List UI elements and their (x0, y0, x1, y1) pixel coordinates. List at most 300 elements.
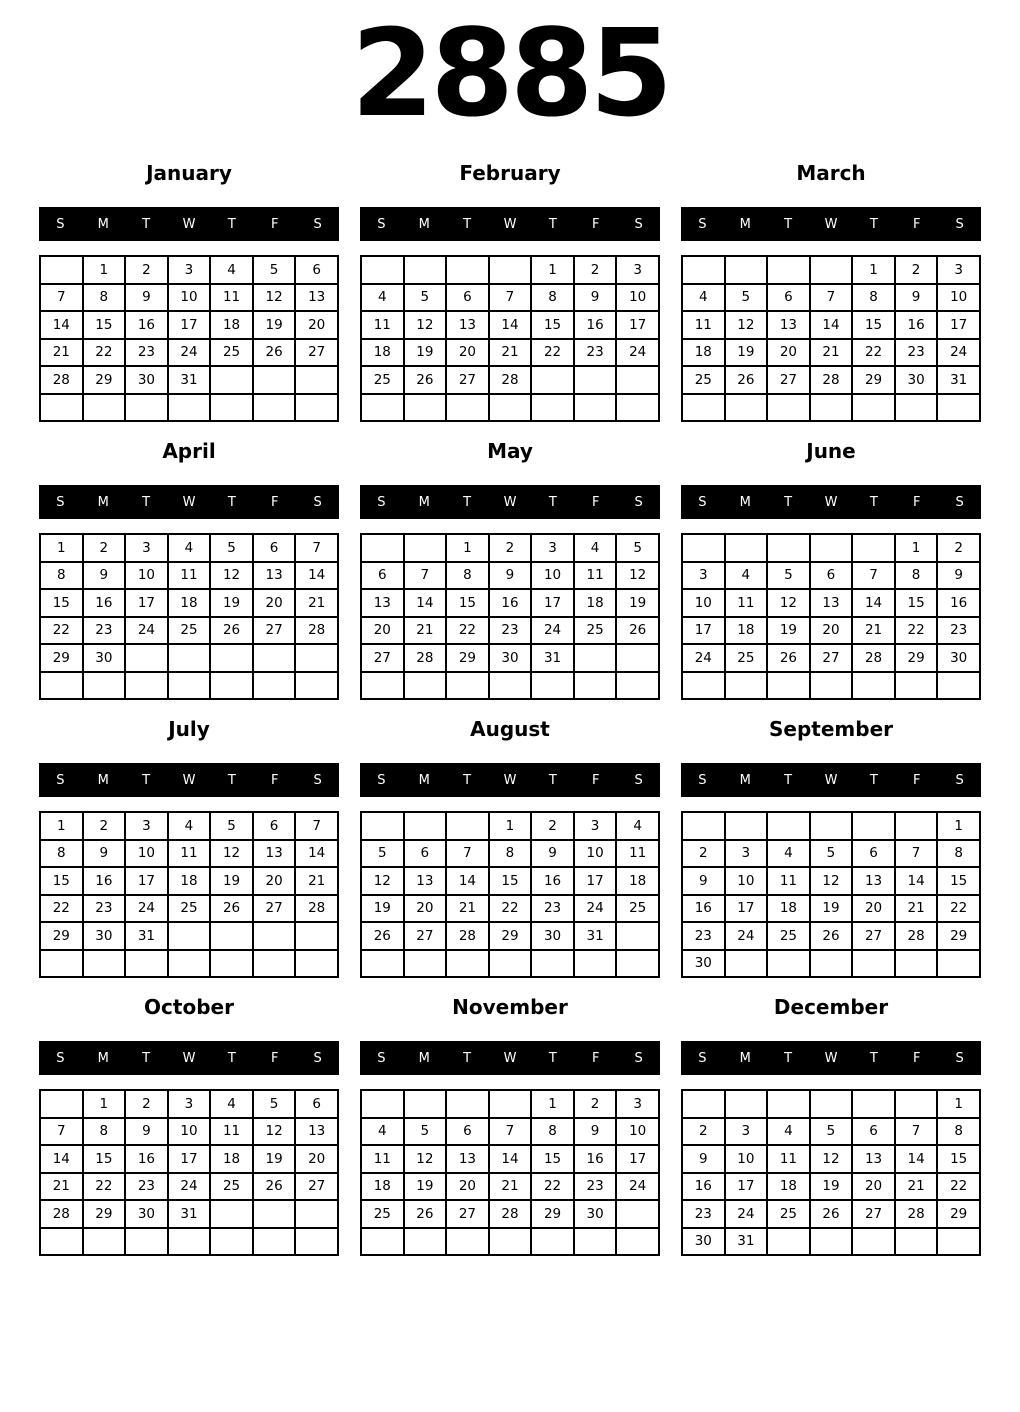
month-title: January (146, 161, 232, 185)
day-cell: 21 (895, 895, 938, 923)
day-cell: 2 (83, 534, 126, 562)
day-grid (39, 255, 339, 422)
day-cell: 14 (295, 562, 338, 590)
day-cell: 18 (616, 867, 659, 895)
day-cell: 27 (361, 644, 404, 672)
day-cell: 7 (810, 284, 853, 312)
week-row (361, 1118, 659, 1146)
empty-day-cell (210, 644, 253, 672)
day-cell: 21 (489, 339, 532, 367)
day-cell: 22 (40, 617, 83, 645)
empty-day-cell (810, 394, 853, 422)
day-cell: 14 (446, 867, 489, 895)
empty-day-cell (489, 950, 532, 978)
month-february (360, 150, 660, 428)
day-grid (360, 255, 660, 422)
month-august (360, 706, 660, 984)
day-cell: 9 (531, 840, 574, 868)
day-cell: 19 (810, 1173, 853, 1201)
week-row (361, 895, 659, 923)
day-cell: 21 (295, 867, 338, 895)
weekday-header-cell: S (955, 772, 964, 788)
empty-day-cell (40, 394, 83, 422)
weekday-header-cell: S (955, 1050, 964, 1066)
day-cell: 4 (767, 840, 810, 868)
week-row (361, 1200, 659, 1228)
empty-day-cell (446, 812, 489, 840)
weekday-header-cell: S (377, 772, 386, 788)
day-cell: 22 (895, 617, 938, 645)
day-cell: 28 (810, 366, 853, 394)
week-row (40, 311, 338, 339)
empty-day-cell (168, 1228, 211, 1256)
day-cell: 9 (125, 1118, 168, 1146)
day-cell: 10 (574, 840, 617, 868)
day-cell: 31 (937, 366, 980, 394)
day-cell: 15 (531, 1145, 574, 1173)
day-cell: 30 (682, 1228, 725, 1256)
empty-day-cell (937, 950, 980, 978)
day-cell: 15 (83, 311, 126, 339)
month-title: June (806, 439, 856, 463)
day-cell: 20 (361, 617, 404, 645)
weekday-header-cell: T (227, 494, 236, 510)
week-row (682, 1200, 980, 1228)
day-cell: 28 (446, 922, 489, 950)
empty-day-cell (404, 256, 447, 284)
week-row (682, 589, 980, 617)
day-cell: 16 (83, 867, 126, 895)
day-cell: 8 (40, 562, 83, 590)
day-cell: 16 (531, 867, 574, 895)
day-cell: 18 (361, 1173, 404, 1201)
day-cell: 19 (361, 895, 404, 923)
day-cell: 8 (852, 284, 895, 312)
month-title: December (773, 995, 889, 1019)
weekday-header-cell: W (182, 494, 196, 510)
week-row (361, 256, 659, 284)
weekday-header-bar (39, 485, 339, 519)
weekday-header-cell: T (142, 494, 151, 510)
day-cell: 25 (168, 617, 211, 645)
day-grid (39, 533, 339, 700)
day-cell: 14 (40, 1145, 83, 1173)
day-cell: 30 (895, 366, 938, 394)
day-cell: 30 (682, 950, 725, 978)
day-cell: 3 (574, 812, 617, 840)
day-cell: 25 (725, 644, 768, 672)
day-cell: 26 (404, 1200, 447, 1228)
day-cell: 15 (40, 867, 83, 895)
weekday-header-cell: T (869, 1050, 878, 1066)
week-row (361, 589, 659, 617)
empty-day-cell (404, 950, 447, 978)
day-cell: 20 (404, 895, 447, 923)
day-cell: 14 (489, 1145, 532, 1173)
day-cell: 30 (83, 644, 126, 672)
day-grid (681, 255, 981, 422)
weekday-header-bar (681, 485, 981, 519)
empty-day-cell (446, 672, 489, 700)
day-cell: 3 (531, 534, 574, 562)
empty-day-cell (852, 534, 895, 562)
empty-day-cell (40, 950, 83, 978)
day-cell: 10 (937, 284, 980, 312)
day-cell: 6 (295, 256, 338, 284)
empty-day-cell (40, 1228, 83, 1256)
weekday-header-cell: S (56, 494, 65, 510)
day-cell: 21 (446, 895, 489, 923)
weekday-header-cell: T (869, 772, 878, 788)
day-cell: 8 (489, 840, 532, 868)
day-cell: 13 (446, 311, 489, 339)
day-cell: 16 (83, 589, 126, 617)
day-cell: 12 (725, 311, 768, 339)
day-cell: 30 (125, 366, 168, 394)
day-cell: 24 (574, 895, 617, 923)
day-cell: 21 (852, 617, 895, 645)
day-cell: 16 (682, 895, 725, 923)
month-june (681, 428, 981, 706)
empty-day-cell (810, 950, 853, 978)
day-cell: 9 (83, 562, 126, 590)
empty-day-cell (489, 1090, 532, 1118)
weekday-header-cell: T (463, 772, 472, 788)
empty-day-cell (404, 394, 447, 422)
day-cell: 23 (574, 339, 617, 367)
day-cell: 8 (83, 1118, 126, 1146)
day-grid (681, 533, 981, 700)
day-cell: 28 (895, 1200, 938, 1228)
day-cell: 13 (810, 589, 853, 617)
weekday-header-cell: M (97, 1050, 109, 1066)
day-cell: 23 (83, 895, 126, 923)
day-cell: 25 (767, 1200, 810, 1228)
day-cell: 27 (446, 1200, 489, 1228)
day-cell: 15 (895, 589, 938, 617)
day-cell: 31 (725, 1228, 768, 1256)
weekday-header-cell: S (377, 1050, 386, 1066)
day-cell: 7 (404, 562, 447, 590)
empty-day-cell (895, 812, 938, 840)
day-cell: 27 (852, 922, 895, 950)
day-cell: 5 (404, 1118, 447, 1146)
empty-day-cell (404, 1090, 447, 1118)
empty-day-cell (531, 950, 574, 978)
weekday-header-cell: T (784, 772, 793, 788)
empty-day-cell (168, 950, 211, 978)
weekday-header-bar (39, 1041, 339, 1075)
day-cell: 3 (725, 1118, 768, 1146)
empty-day-cell (446, 1228, 489, 1256)
day-grid (39, 1089, 339, 1256)
day-cell: 27 (295, 339, 338, 367)
day-cell: 13 (361, 589, 404, 617)
empty-day-cell (725, 812, 768, 840)
day-cell: 11 (210, 284, 253, 312)
day-cell: 7 (852, 562, 895, 590)
empty-day-cell (295, 950, 338, 978)
empty-day-cell (852, 394, 895, 422)
day-cell: 14 (40, 311, 83, 339)
day-cell: 22 (531, 339, 574, 367)
day-grid (360, 1089, 660, 1256)
week-row (682, 284, 980, 312)
empty-day-cell (125, 950, 168, 978)
empty-day-cell (125, 1228, 168, 1256)
empty-day-cell (295, 394, 338, 422)
empty-day-cell (725, 1090, 768, 1118)
day-cell: 30 (125, 1200, 168, 1228)
week-row (361, 617, 659, 645)
empty-day-cell (210, 366, 253, 394)
week-row (682, 812, 980, 840)
empty-day-cell (168, 922, 211, 950)
day-cell: 5 (253, 1090, 296, 1118)
day-cell: 25 (767, 922, 810, 950)
day-cell: 27 (404, 922, 447, 950)
day-cell: 22 (446, 617, 489, 645)
day-cell: 20 (852, 1173, 895, 1201)
day-cell: 29 (937, 922, 980, 950)
weekday-header-cell: W (182, 772, 196, 788)
day-cell: 6 (404, 840, 447, 868)
empty-day-cell (616, 644, 659, 672)
day-cell: 2 (895, 256, 938, 284)
empty-day-cell (83, 394, 126, 422)
day-cell: 23 (83, 617, 126, 645)
weekday-header-cell: S (634, 216, 643, 232)
day-cell: 26 (361, 922, 404, 950)
day-cell: 11 (361, 311, 404, 339)
weekday-header-cell: F (912, 216, 921, 232)
weekday-header-bar (360, 485, 660, 519)
day-cell: 18 (767, 895, 810, 923)
empty-day-cell (725, 672, 768, 700)
weekday-header-bar (360, 207, 660, 241)
empty-day-cell (531, 394, 574, 422)
empty-day-cell (616, 366, 659, 394)
week-row (361, 366, 659, 394)
empty-day-cell (168, 672, 211, 700)
day-cell: 19 (767, 617, 810, 645)
day-cell: 21 (40, 339, 83, 367)
week-row (361, 672, 659, 700)
day-cell: 20 (852, 895, 895, 923)
week-row (361, 1090, 659, 1118)
week-row (682, 394, 980, 422)
empty-day-cell (446, 256, 489, 284)
day-cell: 23 (682, 922, 725, 950)
week-row (682, 1173, 980, 1201)
weekday-header-bar (360, 1041, 660, 1075)
day-cell: 30 (83, 922, 126, 950)
day-cell: 30 (531, 922, 574, 950)
month-title: February (459, 161, 561, 185)
weekday-header-cell: S (955, 216, 964, 232)
day-cell: 17 (682, 617, 725, 645)
day-cell: 12 (616, 562, 659, 590)
week-row (682, 1228, 980, 1256)
day-cell: 31 (168, 366, 211, 394)
day-cell: 3 (616, 1090, 659, 1118)
day-cell: 12 (810, 867, 853, 895)
week-row (40, 589, 338, 617)
day-cell: 5 (253, 256, 296, 284)
day-cell: 11 (725, 589, 768, 617)
empty-day-cell (404, 534, 447, 562)
week-row (40, 366, 338, 394)
month-title: April (162, 439, 216, 463)
day-cell: 21 (489, 1173, 532, 1201)
day-cell: 21 (40, 1173, 83, 1201)
day-cell: 23 (895, 339, 938, 367)
day-cell: 5 (404, 284, 447, 312)
weekday-header-cell: F (591, 216, 600, 232)
day-cell: 22 (531, 1173, 574, 1201)
day-cell: 2 (574, 256, 617, 284)
day-cell: 22 (83, 339, 126, 367)
day-cell: 5 (616, 534, 659, 562)
day-cell: 25 (168, 895, 211, 923)
empty-day-cell (253, 1228, 296, 1256)
day-cell: 2 (937, 534, 980, 562)
week-row (361, 1228, 659, 1256)
day-cell: 11 (616, 840, 659, 868)
empty-day-cell (895, 394, 938, 422)
day-cell: 6 (295, 1090, 338, 1118)
day-cell: 14 (489, 311, 532, 339)
weekday-header-cell: T (548, 1050, 557, 1066)
day-cell: 25 (210, 1173, 253, 1201)
day-cell: 18 (210, 1145, 253, 1173)
empty-day-cell (895, 1090, 938, 1118)
day-cell: 10 (616, 1118, 659, 1146)
day-cell: 5 (810, 1118, 853, 1146)
week-row (682, 311, 980, 339)
week-row (40, 644, 338, 672)
day-cell: 19 (725, 339, 768, 367)
day-cell: 15 (489, 867, 532, 895)
weekday-header-cell: W (503, 1050, 517, 1066)
day-cell: 27 (295, 1173, 338, 1201)
day-cell: 14 (295, 840, 338, 868)
day-cell: 24 (937, 339, 980, 367)
day-cell: 3 (168, 256, 211, 284)
day-cell: 10 (125, 840, 168, 868)
day-cell: 3 (168, 1090, 211, 1118)
day-cell: 27 (767, 366, 810, 394)
empty-day-cell (616, 394, 659, 422)
day-cell: 11 (168, 562, 211, 590)
empty-day-cell (810, 1228, 853, 1256)
day-cell: 7 (40, 1118, 83, 1146)
day-cell: 28 (489, 366, 532, 394)
weekday-header-cell: F (270, 494, 279, 510)
day-cell: 26 (616, 617, 659, 645)
weekday-header-bar (681, 207, 981, 241)
empty-day-cell (253, 644, 296, 672)
week-row (682, 867, 980, 895)
empty-day-cell (531, 366, 574, 394)
week-row (361, 311, 659, 339)
day-cell: 19 (404, 1173, 447, 1201)
weekday-header-cell: S (56, 772, 65, 788)
empty-day-cell (810, 1090, 853, 1118)
week-row (682, 256, 980, 284)
week-row (40, 284, 338, 312)
empty-day-cell (895, 1228, 938, 1256)
day-cell: 28 (852, 644, 895, 672)
empty-day-cell (574, 1228, 617, 1256)
empty-day-cell (767, 1090, 810, 1118)
day-cell: 19 (404, 339, 447, 367)
day-cell: 25 (682, 366, 725, 394)
day-cell: 2 (83, 812, 126, 840)
day-cell: 20 (295, 1145, 338, 1173)
day-cell: 28 (489, 1200, 532, 1228)
month-title: September (769, 717, 893, 741)
day-cell: 4 (725, 562, 768, 590)
day-cell: 30 (574, 1200, 617, 1228)
empty-day-cell (210, 672, 253, 700)
weekday-header-cell: S (698, 1050, 707, 1066)
weekday-header-cell: T (784, 494, 793, 510)
empty-day-cell (682, 812, 725, 840)
week-row (682, 1145, 980, 1173)
day-cell: 9 (682, 867, 725, 895)
week-row (682, 366, 980, 394)
week-row (361, 840, 659, 868)
day-cell: 8 (446, 562, 489, 590)
day-cell: 16 (574, 1145, 617, 1173)
day-cell: 10 (168, 1118, 211, 1146)
weekday-header-cell: S (313, 1050, 322, 1066)
week-row (40, 617, 338, 645)
day-cell: 26 (253, 1173, 296, 1201)
weekday-header-cell: M (418, 494, 430, 510)
day-cell: 1 (489, 812, 532, 840)
day-cell: 9 (574, 1118, 617, 1146)
empty-day-cell (616, 950, 659, 978)
weekday-header-cell: W (824, 1050, 838, 1066)
week-row (40, 534, 338, 562)
weekday-header-cell: S (955, 494, 964, 510)
week-row (682, 950, 980, 978)
day-cell: 24 (616, 339, 659, 367)
day-cell: 1 (852, 256, 895, 284)
week-row (40, 394, 338, 422)
weekday-header-cell: W (503, 216, 517, 232)
weekday-header-cell: T (142, 1050, 151, 1066)
weekday-header-cell: F (591, 772, 600, 788)
day-cell: 18 (767, 1173, 810, 1201)
day-cell: 3 (682, 562, 725, 590)
weekday-header-cell: T (463, 1050, 472, 1066)
day-cell: 14 (852, 589, 895, 617)
day-cell: 1 (40, 812, 83, 840)
weekday-header-cell: M (97, 772, 109, 788)
day-cell: 4 (574, 534, 617, 562)
empty-day-cell (616, 672, 659, 700)
day-cell: 8 (895, 562, 938, 590)
day-cell: 3 (937, 256, 980, 284)
month-title: March (796, 161, 866, 185)
week-row (682, 1118, 980, 1146)
day-cell: 2 (682, 1118, 725, 1146)
empty-day-cell (253, 950, 296, 978)
week-row (40, 867, 338, 895)
